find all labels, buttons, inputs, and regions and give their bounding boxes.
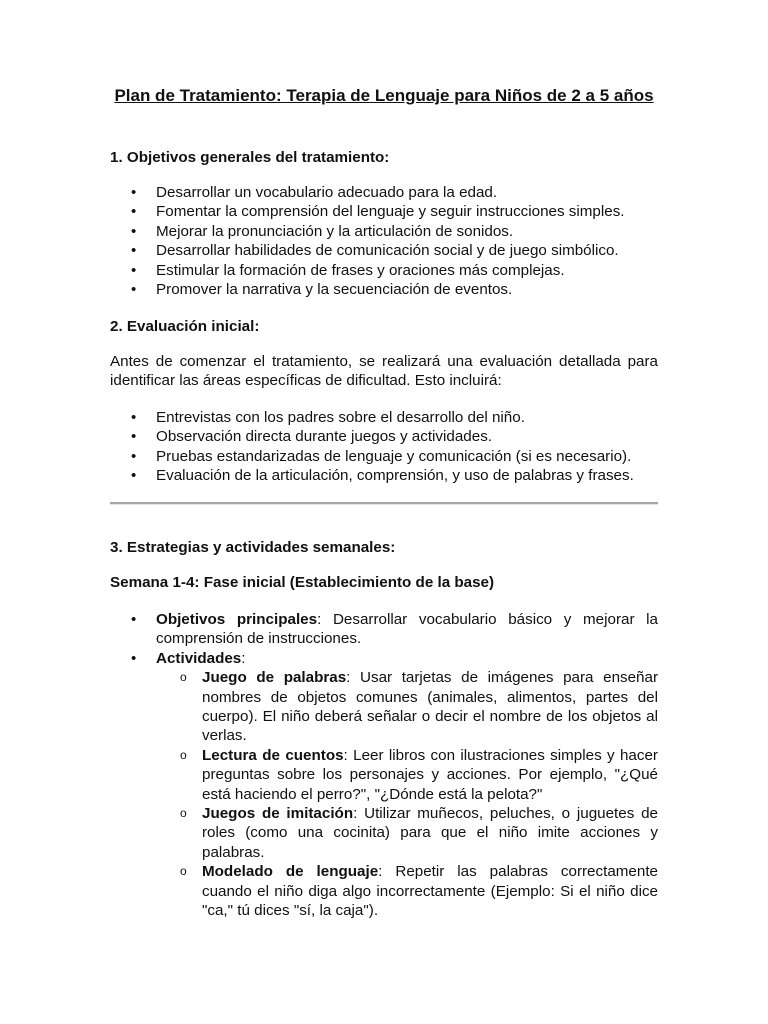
- activity-label: Modelado de lenguaje: [202, 863, 379, 881]
- week-plan-list: [110, 610, 658, 921]
- activities-item: [110, 649, 658, 921]
- list-item: • Desarrollar habilidades de comunicación social y de juego simbólico.: [110, 241, 658, 260]
- section-heading-strategies: 3. Estrategias y actividades semanales:: [110, 539, 396, 556]
- list-item: • Estimular la formación de frases y oraciones más complejas.: [110, 261, 658, 280]
- activity-item: [156, 862, 658, 920]
- document-title: Plan de Tratamiento: Terapia de Lenguaje para Niños de 2 a 5 años: [114, 86, 654, 105]
- objectives-text: : Desarrollar vocabulario básico y mejorar la comprensión de instrucciones.: [156, 611, 658, 648]
- list-item: • Evaluación de la articulación, comprensión, y uso de palabras y frases.: [110, 466, 658, 485]
- activity-label: Lectura de cuentos: [202, 746, 344, 764]
- objectives-label: Objetivos principales: [156, 611, 318, 628]
- activity-item: [156, 668, 658, 746]
- section-heading-objectives: 1. Objetivos generales del tratamiento:: [110, 149, 390, 166]
- list-item: • Promover la narrativa y la secuenciación de eventos.: [110, 280, 658, 299]
- evaluation-paragraph: Antes de comenzar el tratamiento, se realizará una evaluación detallada para identificar las áreas específicas de dificultad. Esto incluirá:: [110, 353, 658, 390]
- activity-label: Juegos de imitación: [202, 805, 354, 823]
- objectives-list: [110, 183, 658, 299]
- activities-sublist: [156, 668, 658, 920]
- activities-suffix: :: [241, 649, 246, 667]
- activity-text: : Leer libros con ilustraciones simples y hacer preguntas sobre los personajes y acciones. Por ejemplo, "¿Qué está haciendo el perro?", "¿Dónde está la pelota?": [202, 746, 658, 803]
- list-item: • Mejorar la pronunciación y la articulación de sonidos.: [110, 222, 658, 241]
- activity-label: Juego de palabras: [202, 669, 347, 687]
- list-item: • Entrevistas con los padres sobre el desarrollo del niño.: [110, 408, 658, 427]
- activities-label: Actividades: [156, 649, 242, 667]
- activity-item: [156, 804, 658, 862]
- activity-text: : Usar tarjetas de imágenes para enseñar nombres de objetos comunes (animales, alimentos, partes del cuerpo). El niño deberá señalar o decir el nombre de los objetos al verlas.: [202, 669, 659, 745]
- section-heading-evaluation: 2. Evaluación inicial:: [110, 318, 260, 335]
- week-heading: Semana 1-4: Fase inicial (Establecimiento de la base): [110, 574, 495, 591]
- activity-item: [156, 746, 658, 804]
- activity-text: : Utilizar muñecos, peluches, o juguetes de roles (como una cocinita) para que el niño imite acciones y palabras.: [202, 805, 658, 861]
- list-item: • Observación directa durante juegos y actividades.: [110, 427, 658, 446]
- horizontal-divider: [110, 502, 658, 505]
- evaluation-list: [110, 408, 658, 486]
- list-item: • Pruebas estandarizadas de lenguaje y comunicación (si es necesario).: [110, 447, 658, 466]
- list-item: • Desarrollar un vocabulario adecuado para la edad.: [110, 183, 658, 202]
- activity-text: : Repetir las palabras correctamente cuando el niño diga algo incorrectamente (Ejemplo: Si el niño dice "ca," tú dices "sí, la caja").: [202, 863, 658, 920]
- list-item: • Fomentar la comprensión del lenguaje y seguir instrucciones simples.: [110, 202, 658, 221]
- objectives-principal-item: [110, 610, 658, 649]
